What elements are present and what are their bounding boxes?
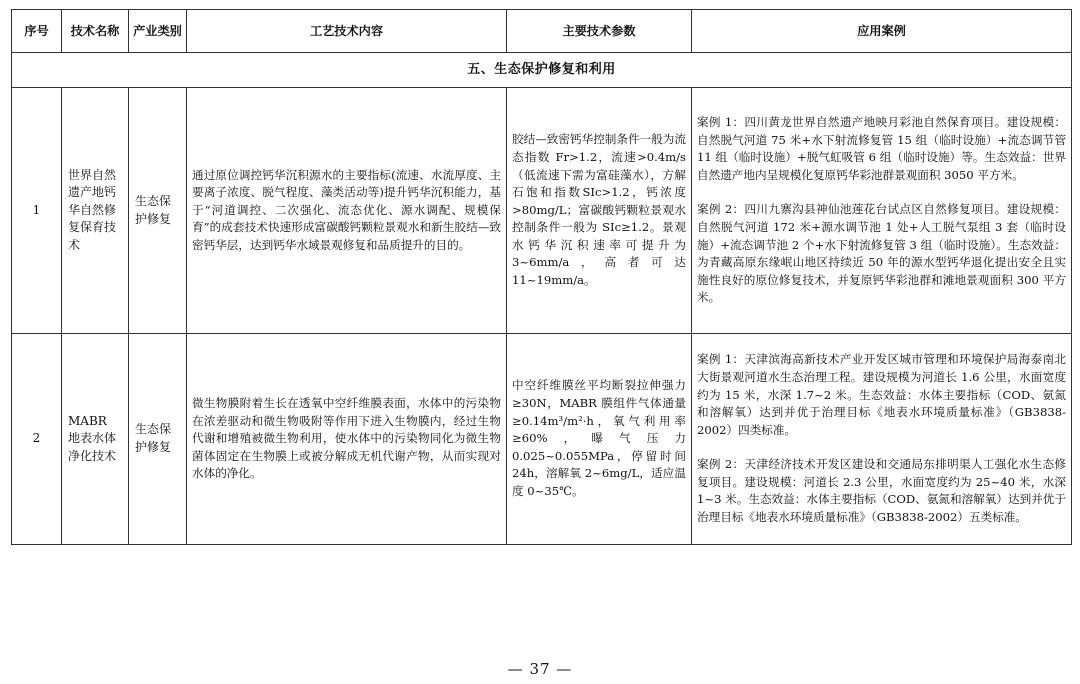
page-number: — 37 — (507, 660, 573, 678)
row-industry-type: 生态保护修复 (129, 334, 187, 545)
table-row (12, 88, 1072, 334)
table-row (12, 334, 1072, 545)
case-2: 案例 2：天津经济技术开发区建设和交通局东排明渠人工强化水生态修复项目。建设规模：河道长 2.3 公里，水面宽度约为 25~40 米，水深 1~3 米。生态效益：水体主要指标（COD、氨氮和溶解氧）达到并优于治理目标《地表水环境质量标准》（GB3838-2002）五类标准。 (697, 457, 1066, 525)
row-index: 1 (12, 88, 62, 334)
row-technology-name: 世界自然遗产地钙华自然修复保育技术 (62, 88, 129, 334)
case-2: 案例 2：四川九寨沟县神仙池莲花台试点区自然修复项目。建设规模：自然脱气河道 172 米+源水调节池 1 处+人工脱气泵组 3 套（临时设施）+流态调节池 2 个+水下射流修复管 3 组（临时设施）。生态效益：为青藏高原东缘岷山地区持续近 50 年的源水型钙华退化提出安全且实施性良好的原位修复技术，并复原钙华彩池群和滩地景观面积 300 平方米。 (697, 202, 1066, 305)
header-name: 技术名称 (62, 10, 129, 53)
table-header-row (12, 10, 1072, 53)
case-1: 案例 1：天津滨海高新技术产业开发区城市管理和环境保护局海泰南北大街景观河道水生态治理工程。建设规模为河道长 1.6 公里，水面宽度约为 15 米，水深 1.7~2 米。生态效益：水体主要指标（COD、氨氮和溶解氧）达到并优于治理目标《地表水环境质量标准》（GB3838-2002）四类标准。 (697, 352, 1066, 437)
row-index: 2 (12, 334, 62, 545)
case-spacer (697, 439, 1066, 456)
row-application-cases (692, 88, 1072, 334)
case-1: 案例 1：四川黄龙世界自然遗产地映月彩池自然保育项目。建设规模：自然脱气河道 75 米+水下射流修复管 15 组（临时设施）+流态调节管 11 组（临时设施）+脱气虹吸管 6 组（临时设施）等。生态效益：世界自然遗产地内呈规模化复原钙华彩池群景观面积 3050 平方米。 (697, 115, 1066, 182)
header-industry: 产业类别 (129, 10, 187, 53)
row-process-content: 通过原位调控钙华沉积源水的主要指标(流速、水流厚度、主要离子浓度、脱气程度、藻类活动等)提升钙华沉积能力，基于“河道调控、二次强化、流态优化、源水调配、规模保育”的成套技术快速形成富碳酸钙颗粒景观水和新生胶结—致密钙华层，达到钙华水域景观修复和品质提升的目的。 (187, 88, 507, 334)
case-spacer (697, 184, 1066, 201)
section-title: 五、生态保护修复和利用 (12, 53, 1072, 88)
row-process-content: 微生物膜附着生长在透氧中空纤维膜表面，水体中的污染物在浓差驱动和微生物吸附等作用下进入生物膜内，经过生物代谢和增殖被微生物利用，使水体中的污染物同化为微生物菌体固定在生物膜上或被分解成无机代谢产物，从而实现对水体的净化。 (187, 334, 507, 545)
header-content: 工艺技术内容 (187, 10, 507, 53)
header-cases: 应用案例 (692, 10, 1072, 53)
row-technical-params: 胶结—致密钙华控制条件一般为流态指数 Fr>1.2，流速>0.4m/s（低流速下需为富硅藻水），方解石饱和指数SIc>1.2，钙浓度>80mg/L；富碳酸钙颗粒景观水控制条件一般为 SIc≥1.2。景观水钙华沉积速率可提升为 3~6mm/a，高者可达 11~19mm/a。 (507, 88, 692, 334)
technology-table (11, 9, 1072, 545)
header-params: 主要技术参数 (507, 10, 692, 53)
row-industry-type: 生态保护修复 (129, 88, 187, 334)
row-technology-name: MABR 地表水体净化技术 (62, 334, 129, 545)
header-index: 序号 (12, 10, 62, 53)
section-row (12, 53, 1072, 88)
row-application-cases (692, 334, 1072, 545)
row-technical-params: 中空纤维膜丝平均断裂拉伸强力≥30N，MABR 膜组件气体通量≥0.14m³/m²·h，氧气利用率≥60%，曝气压力 0.025~0.055MPa，停留时间 24h，溶解氧 2~6mg/L，适应温度 0~35℃。 (507, 334, 692, 545)
